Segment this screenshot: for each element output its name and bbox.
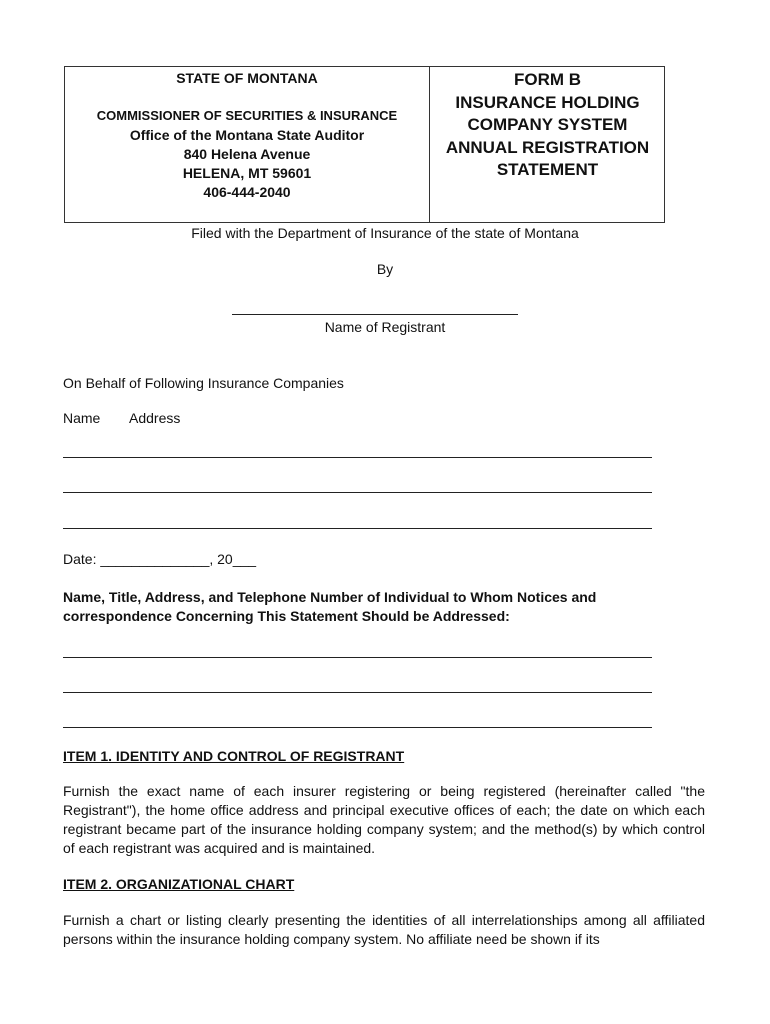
name-of-registrant-label: Name of Registrant [324,319,446,335]
office-city: HELENA, MT 59601 [182,165,312,181]
state-name: STATE OF MONTANA [176,70,318,86]
item2-heading: ITEM 2. ORGANIZATIONAL CHART [63,876,295,892]
form-title-line: STATEMENT [496,160,599,179]
date-field[interactable]: Date: ______________, 20___ [63,551,257,567]
notice-contact-line[interactable] [63,692,652,693]
company-entry-line[interactable] [63,457,652,458]
office-name: Office of the Montana State Auditor [129,127,365,143]
form-title-line: INSURANCE HOLDING [455,92,640,112]
name-column-label: Name [63,410,101,426]
item2-body: Furnish a chart or listing clearly presenting the identities of all interrelationships among all affiliated persons within the insurance holding company system. No affiliate need be shown if its [63,912,705,947]
notices-heading: Name, Title, Address, and Telephone Number of Individual to Whom Notices and correspondence Concerning This Statement Should be Addressed: [63,589,597,624]
registrant-signature-line[interactable] [232,314,518,315]
office-street: 840 Helena Avenue [183,146,311,162]
filed-with-text: Filed with the Department of Insurance of the state of Montana [191,225,579,241]
item1-heading: ITEM 1. IDENTITY AND CONTROL OF REGISTRANT [63,748,405,764]
item1-body: Furnish the exact name of each insurer registering or being registered (hereinafter called "the Registrant"), the home office address and principal executive offices of each; the date on which each registrant became part of the insurance holding company system; and the method(s) by which control of each registrant was acquired and is maintained. [63,783,705,856]
by-label: By [376,261,394,277]
form-title [430,69,665,182]
commissioner-title: COMMISSIONER OF SECURITIES & INSURANCE [96,108,398,123]
form-title-line: FORM B [513,70,582,89]
form-title-line: ANNUAL REGISTRATION [445,137,650,157]
on-behalf-text: On Behalf of Following Insurance Companies [63,375,344,391]
header-box [64,66,665,223]
company-entry-line[interactable] [63,528,652,529]
office-phone: 406-444-2040 [203,184,291,200]
address-column-label: Address [129,410,181,426]
form-title-line: COMPANY SYSTEM [467,115,628,134]
notice-contact-line[interactable] [63,657,652,658]
notice-contact-line[interactable] [63,727,652,728]
company-entry-line[interactable] [63,492,652,493]
